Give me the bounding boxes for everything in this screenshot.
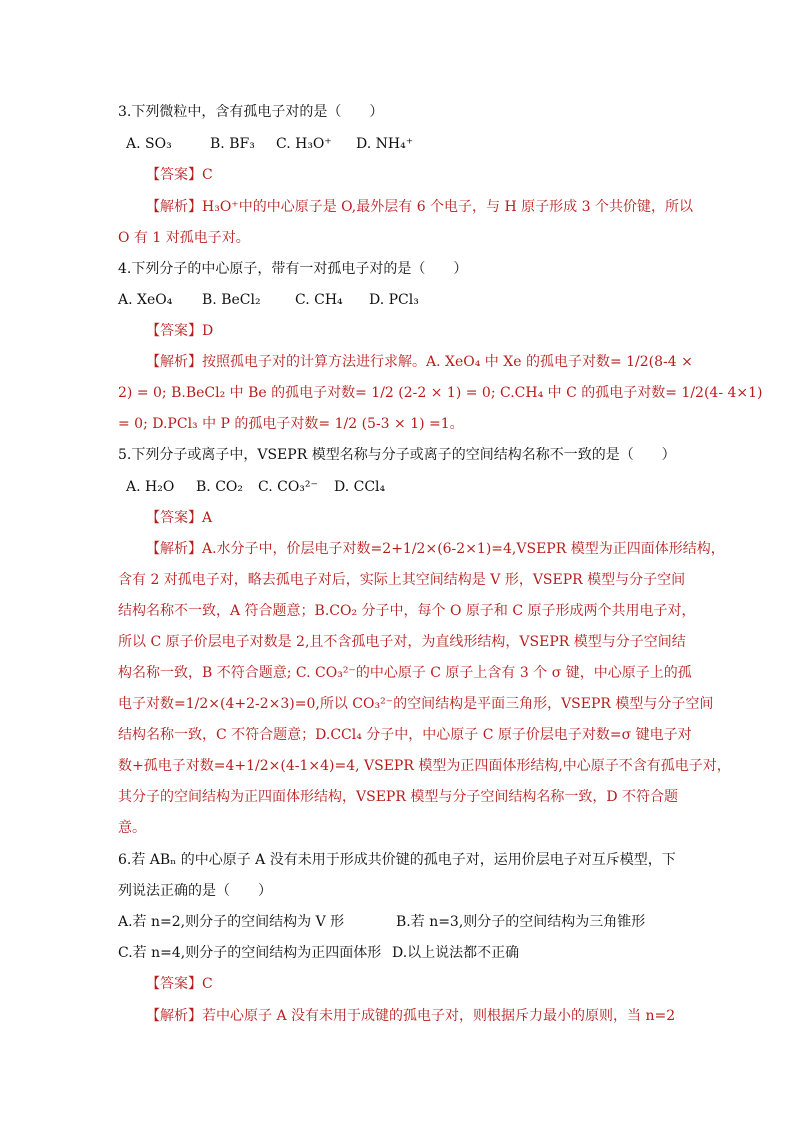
question-4-analysis-line-1: 【解析】按照孤电子对的计算方法进行求解。A. XeO₄ 中 Xe 的孤电子对数= 1/2(8-4 × (146, 354, 693, 370)
option-a: A. XeO₄ (118, 292, 173, 308)
question-6-analysis-line-1: 【解析】若中心原子 A 没有未用于成键的孤电子对，则根据斥力最小的原则，当 n=2 (146, 1008, 676, 1024)
question-5-analysis-line-9: 其分子的空间结构为正四面体形结构，VSEPR 模型与分子空间结构名称一致，D 不符合题 (118, 789, 679, 805)
option-a: A. H₂O (126, 479, 175, 495)
question-5-answer: 【答案】A (146, 510, 213, 526)
question-3-analysis-line-2: O 有 1 对孤电子对。 (118, 230, 250, 246)
question-3-analysis-line-1: 【解析】H₃O⁺中的中心原子是 O,最外层有 6 个电子，与 H 原子形成 3 个共价键，所以 (146, 199, 693, 215)
option-c: C. H₃O⁺ (276, 136, 332, 152)
question-6-stem-line-1: 6.若 ABₙ 的中心原子 A 没有未用于形成共价键的孤电子对，运用价层电子对互斥模型，下 (118, 852, 676, 868)
question-3-stem: 3.下列微粒中，含有孤电子对的是（ ） (118, 104, 384, 120)
option-b: B.若 n=3,则分子的空间结构为三角锥形 (396, 914, 646, 930)
question-4-stem: 4.下列分子的中心原子，带有一对孤电子对的是（ ） (118, 261, 468, 277)
question-4-analysis-line-3: = 0; D.PCl₃ 中 P 的孤电子对数= 1/2 (5-3 × 1) =1。 (118, 416, 464, 432)
option-a: A.若 n=2,则分子的空间结构为 V 形 (118, 914, 345, 930)
option-d: D. PCl₃ (369, 292, 419, 308)
option-b: B. CO₂ (196, 479, 243, 495)
option-c: C.若 n=4,则分子的空间结构为正四面体形 (118, 945, 382, 961)
question-5-analysis-line-2: 含有 2 对孤电子对，略去孤电子对后，实际上其空间结构是 V 形，VSEPR 模型与分子空间 (118, 572, 686, 588)
question-5-analysis-line-7: 结构名称一致，C 不符合题意；D.CCl₄ 分子中，中心原子 C 原子价层电子对数=σ 键电子对 (118, 727, 692, 743)
question-4-answer: 【答案】D (146, 323, 214, 339)
question-6-answer: 【答案】C (146, 976, 213, 992)
question-6-stem-line-2: 列说法正确的是（ ） (118, 883, 272, 899)
question-5-analysis-line-10: 意。 (118, 820, 146, 836)
option-d: D. CCl₄ (334, 479, 386, 495)
question-5-analysis-line-6: 电子对数=1/2×(4+2-2×3)=0,所以 CO₃²⁻的空间结构是平面三角形，VSEPR 模型与分子空间 (118, 696, 714, 712)
question-6-options-row-1 (118, 912, 645, 932)
option-c: C. CO₃²⁻ (258, 479, 318, 495)
question-5-analysis-line-4: 所以 C 原子价层电子对数是 2,且不含孤电子对，为直线形结构，VSEPR 模型与分子空间结 (118, 634, 686, 650)
option-d: D. NH₄⁺ (356, 136, 414, 152)
question-4-options (118, 290, 419, 310)
option-c: C. CH₄ (295, 292, 343, 308)
question-5-stem: 5.下列分子或离子中，VSEPR 模型名称与分子或离子的空间结构名称不一致的是（ ） (118, 447, 676, 463)
option-d: D.以上说法都不正确 (392, 945, 520, 961)
question-6-options-row-2 (118, 943, 519, 963)
question-3-options (126, 134, 413, 154)
question-5-options (126, 477, 385, 497)
question-3-answer: 【答案】C (146, 167, 213, 183)
question-5-analysis-line-5: 构名称一致，B 不符合题意; C. CO₃²⁻的中心原子 C 原子上含有 3 个 σ 键，中心原子上的孤 (118, 665, 692, 681)
option-a: A. SO₃ (126, 136, 172, 152)
question-5-analysis-line-8: 数+孤电子对数=4+1/2×(4-1×4)=4, VSEPR 模型为正四面体形结构,中心原子不含有孤电子对， (118, 758, 731, 774)
question-5-analysis-line-1: 【解析】A.水分子中，价层电子对数=2+1/2×(6-2×1)=4,VSEPR 模型为正四面体形结构， (146, 541, 725, 557)
question-4-analysis-line-2: 2) = 0; B.BeCl₂ 中 Be 的孤电子对数= 1/2 (2-2 × 1) = 0; C.CH₄ 中 C 的孤电子对数= 1/2(4- 4×1) (118, 385, 763, 401)
question-5-analysis-line-3: 结构名称不一致，A 符合题意；B.CO₂ 分子中，每个 O 原子和 C 原子形成两个共用电子对， (118, 603, 696, 619)
option-b: B. BeCl₂ (202, 292, 261, 308)
option-b: B. BF₃ (210, 136, 255, 152)
